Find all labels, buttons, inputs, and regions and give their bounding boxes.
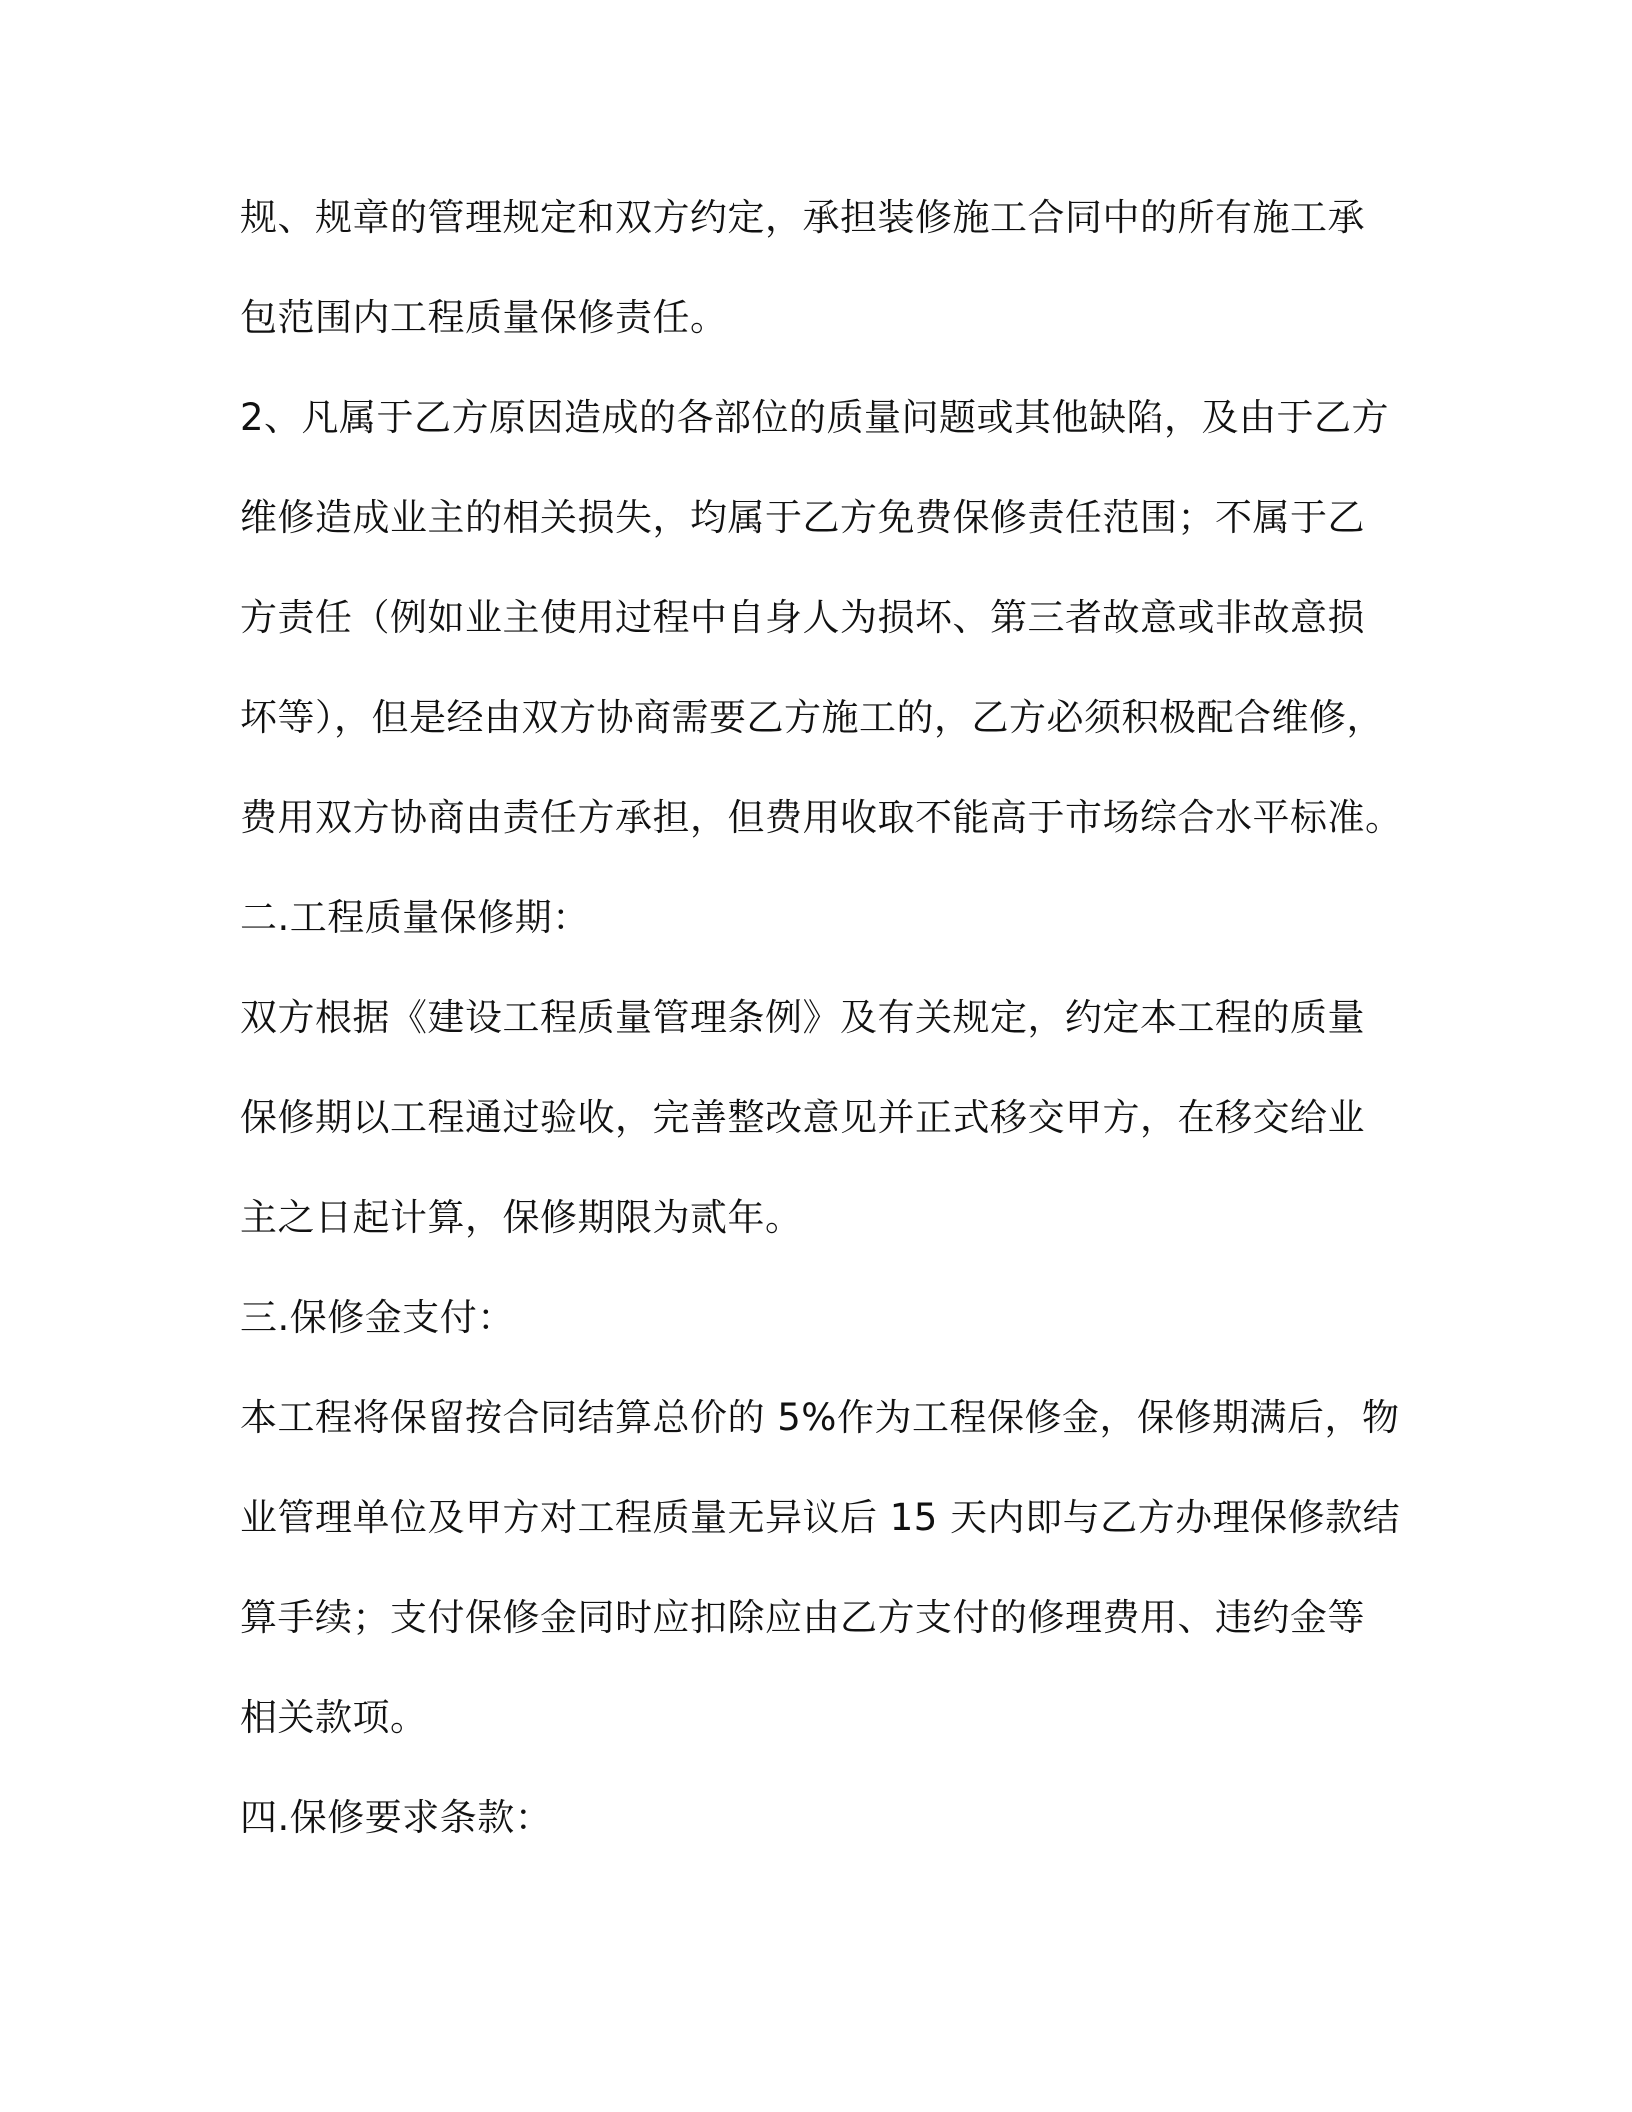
- paragraph-line: 本工程将保留按合同结算总价的 5%作为工程保修金，保修期满后，物: [240, 1396, 1400, 1439]
- section-heading: 二.工程质量保修期：: [240, 896, 590, 939]
- paragraph-line: 算手续；支付保修金同时应扣除应由乙方支付的修理费用、违约金等: [240, 1596, 1365, 1639]
- paragraph-line: 双方根据《建设工程质量管理条例》及有关规定，约定本工程的质量: [240, 996, 1365, 1039]
- paragraph-line: 业管理单位及甲方对工程质量无异议后 15 天内即与乙方办理保修款结: [240, 1496, 1401, 1539]
- paragraph-line: 主之日起计算，保修期限为贰年。: [240, 1196, 803, 1239]
- paragraph-line: 包范围内工程质量保修责任。: [240, 296, 728, 339]
- section-heading: 四.保修要求条款：: [240, 1796, 553, 1839]
- paragraph-line: 2、凡属于乙方原因造成的各部位的质量问题或其他缺陷，及由于乙方: [240, 396, 1390, 439]
- section-heading: 三.保修金支付：: [240, 1296, 515, 1339]
- paragraph-line: 规、规章的管理规定和双方约定，承担装修施工合同中的所有施工承: [240, 196, 1365, 239]
- paragraph-line: 坏等），但是经由双方协商需要乙方施工的，乙方必须积极配合维修，: [240, 696, 1384, 739]
- paragraph-line: 方责任（例如业主使用过程中自身人为损坏、第三者故意或非故意损: [240, 596, 1365, 639]
- paragraph-line: 费用双方协商由责任方承担，但费用收取不能高于市场综合水平标准。: [240, 796, 1403, 839]
- paragraph-line: 保修期以工程通过验收，完善整改意见并正式移交甲方，在移交给业: [240, 1096, 1365, 1139]
- paragraph-line: 相关款项。: [240, 1696, 428, 1739]
- paragraph-line: 维修造成业主的相关损失，均属于乙方免费保修责任范围；不属于乙: [240, 496, 1365, 539]
